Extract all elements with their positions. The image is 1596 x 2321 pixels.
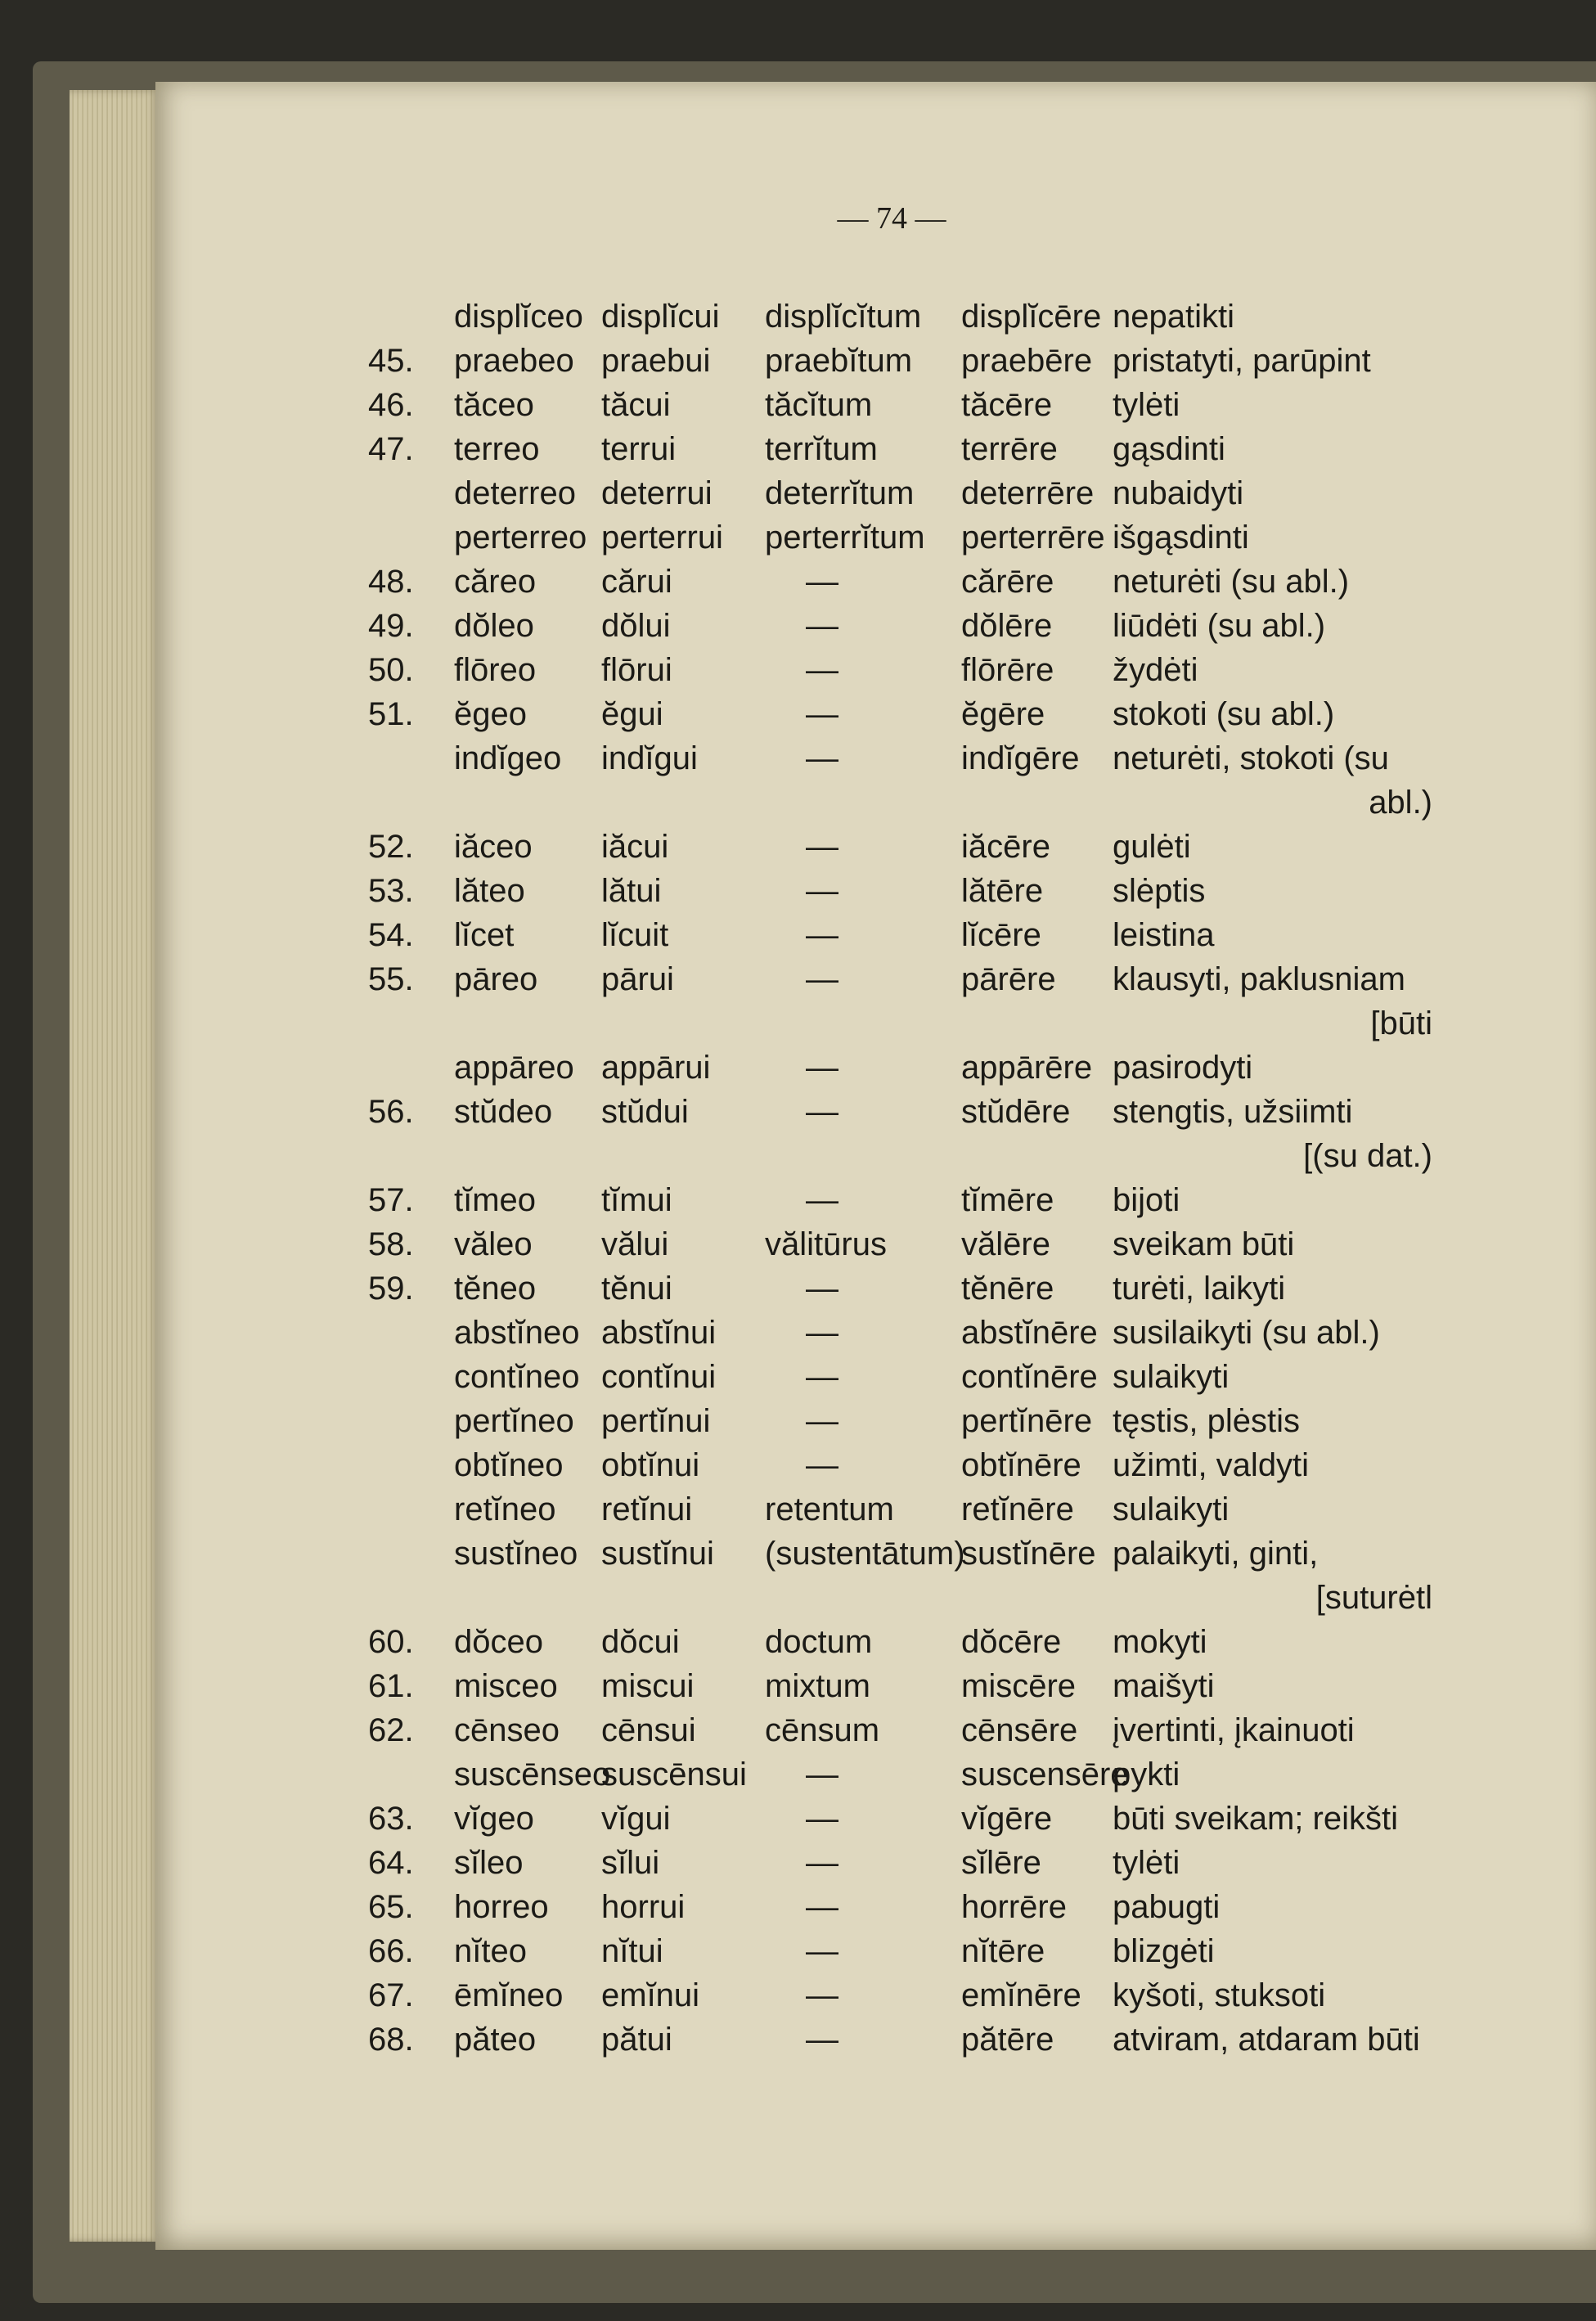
supine-form: —	[806, 740, 838, 776]
translation: slėptis	[1113, 873, 1206, 909]
perfect-form: flōrui	[601, 652, 672, 688]
verb-row	[0, 1266, 1596, 1311]
verb-row	[0, 1090, 1596, 1134]
present-form: displĭceo	[454, 299, 583, 335]
entry-number: 51.	[368, 696, 414, 732]
entry-number: 46.	[368, 387, 414, 423]
perfect-form: stŭdui	[601, 1094, 689, 1130]
verb-row	[0, 515, 1596, 560]
perfect-form: tĭmui	[601, 1182, 672, 1218]
infinitive-form: tĕnēre	[961, 1271, 1054, 1307]
verb-row	[0, 295, 1596, 339]
supine-form: —	[806, 1977, 838, 2013]
supine-form: retentum	[765, 1491, 894, 1527]
perfect-form: tăcui	[601, 387, 671, 423]
supine-form: —	[806, 608, 838, 644]
verb-row	[0, 913, 1596, 957]
entry-number: 57.	[368, 1182, 414, 1218]
entry-number: 62.	[368, 1712, 414, 1748]
present-form: suscēnseo	[454, 1756, 611, 1792]
infinitive-form: obtĭnēre	[961, 1447, 1081, 1483]
supine-form: —	[806, 1359, 838, 1395]
present-form: dŏceo	[454, 1624, 543, 1660]
present-form: păteo	[454, 2022, 537, 2058]
infinitive-form: perterrēre	[961, 520, 1105, 556]
translation: tylėti	[1113, 1845, 1180, 1881]
present-form: indĭgeo	[454, 740, 562, 776]
translation: tylėti	[1113, 387, 1180, 423]
translation: įvertinti, įkainuoti	[1113, 1712, 1355, 1748]
supine-form: tăcĭtum	[765, 387, 873, 423]
verb-row	[0, 692, 1596, 736]
supine-form: —	[806, 564, 838, 600]
infinitive-form: vĭgēre	[961, 1801, 1053, 1837]
infinitive-form: suscensēre	[961, 1756, 1129, 1792]
present-form: terreo	[454, 431, 540, 467]
perfect-form: terrui	[601, 431, 677, 467]
present-form: contĭneo	[454, 1359, 580, 1395]
translation: būti sveikam; reikšti	[1113, 1801, 1398, 1837]
present-form: abstĭneo	[454, 1315, 580, 1351]
infinitive-form: abstĭnēre	[961, 1315, 1098, 1351]
translation: stokoti (su abl.)	[1113, 696, 1335, 732]
translation: tęstis, plėstis	[1113, 1403, 1300, 1439]
infinitive-form: contĭnēre	[961, 1359, 1098, 1395]
present-form: tĕneo	[454, 1271, 537, 1307]
entry-number: 66.	[368, 1933, 414, 1969]
present-form: sustĭneo	[454, 1536, 578, 1572]
present-form: ēmĭneo	[454, 1977, 564, 2013]
translation: leistina	[1113, 917, 1215, 953]
verb-row	[0, 1046, 1596, 1090]
translation: žydėti	[1113, 652, 1198, 688]
verb-row	[0, 825, 1596, 869]
translation: sveikam būti	[1113, 1226, 1295, 1262]
perfect-form: appārui	[601, 1050, 711, 1086]
present-form: iăceo	[454, 829, 533, 865]
translation: gąsdinti	[1113, 431, 1225, 467]
translation: pasirodyti	[1113, 1050, 1253, 1086]
supine-form: mixtum	[765, 1668, 870, 1704]
verb-row	[0, 1841, 1596, 1885]
translation: sulaikyti	[1113, 1359, 1230, 1395]
infinitive-form: appārēre	[961, 1050, 1093, 1086]
perfect-form: nĭtui	[601, 1933, 663, 1969]
translation: stengtis, užsiimti	[1113, 1094, 1353, 1130]
supine-form: —	[806, 1094, 838, 1130]
perfect-form: vălui	[601, 1226, 669, 1262]
translation: nepatikti	[1113, 299, 1234, 335]
present-form: horreo	[454, 1889, 549, 1925]
perfect-form: lĭcuit	[601, 917, 669, 953]
present-form: tăceo	[454, 387, 534, 423]
translation: maišyti	[1113, 1668, 1215, 1704]
perfect-form: miscui	[601, 1668, 695, 1704]
infinitive-form: sustĭnēre	[961, 1536, 1096, 1572]
translation: neturėti, stokoti (su	[1113, 740, 1389, 776]
verb-row	[0, 1708, 1596, 1752]
entry-number: 48.	[368, 564, 414, 600]
supine-form: —	[806, 1403, 838, 1439]
translation: klausyti, paklusniam	[1113, 961, 1405, 997]
translation: gulėti	[1113, 829, 1191, 865]
perfect-form: pătui	[601, 2022, 672, 2058]
supine-form: doctum	[765, 1624, 873, 1660]
infinitive-form: tăcēre	[961, 387, 1053, 423]
verb-row	[0, 1797, 1596, 1841]
verb-row	[0, 339, 1596, 383]
present-form: retĭneo	[454, 1491, 556, 1527]
supine-form: —	[806, 1271, 838, 1307]
infinitive-form: lĭcēre	[961, 917, 1041, 953]
infinitive-form: tĭmēre	[961, 1182, 1054, 1218]
continuation-line: [būti	[1370, 1005, 1432, 1041]
translation: nubaidyti	[1113, 475, 1244, 511]
infinitive-form: horrēre	[961, 1889, 1067, 1925]
present-form: văleo	[454, 1226, 533, 1262]
verb-row	[0, 736, 1596, 780]
perfect-form: praebui	[601, 343, 711, 379]
infinitive-form: displĭcēre	[961, 299, 1102, 335]
supine-form: (sustentātum)	[765, 1536, 965, 1572]
present-form: lĭcet	[454, 917, 515, 953]
present-form: perterreo	[454, 520, 587, 556]
verb-row	[0, 1929, 1596, 1973]
verb-row	[0, 1443, 1596, 1487]
perfect-form: abstĭnui	[601, 1315, 717, 1351]
present-form: ĕgeo	[454, 696, 527, 732]
perfect-form: emĭnui	[601, 1977, 700, 2013]
infinitive-form: cēnsēre	[961, 1712, 1078, 1748]
infinitive-form: pārēre	[961, 961, 1056, 997]
supine-form: —	[806, 652, 838, 688]
entry-number: 55.	[368, 961, 414, 997]
infinitive-form: pertĭnēre	[961, 1403, 1093, 1439]
translation: turėti, laikyti	[1113, 1271, 1286, 1307]
verb-row	[0, 1532, 1596, 1576]
perfect-form: deterrui	[601, 475, 713, 511]
translation: pykti	[1113, 1756, 1180, 1792]
perfect-form: obtĭnui	[601, 1447, 700, 1483]
supine-form: —	[806, 2022, 838, 2058]
translation: mokyti	[1113, 1624, 1207, 1660]
supine-form: —	[806, 829, 838, 865]
verb-row	[0, 1620, 1596, 1664]
supine-form: —	[806, 1801, 838, 1837]
infinitive-form: flōrēre	[961, 652, 1054, 688]
present-form: lăteo	[454, 873, 525, 909]
translation: sulaikyti	[1113, 1491, 1230, 1527]
verb-row	[0, 560, 1596, 604]
supine-form: —	[806, 1182, 838, 1218]
continuation-line: abl.)	[1369, 785, 1432, 821]
translation: pabugti	[1113, 1889, 1221, 1925]
verb-row	[0, 1222, 1596, 1266]
translation: blizgėti	[1113, 1933, 1215, 1969]
perfect-form: tĕnui	[601, 1271, 672, 1307]
infinitive-form: miscēre	[961, 1668, 1077, 1704]
entry-number: 49.	[368, 608, 414, 644]
supine-form: —	[806, 961, 838, 997]
translation: išgąsdinti	[1113, 520, 1249, 556]
entry-number: 63.	[368, 1801, 414, 1837]
verb-row	[0, 1399, 1596, 1443]
present-form: dŏleo	[454, 608, 534, 644]
verb-row	[0, 1752, 1596, 1797]
translation: užimti, valdyti	[1113, 1447, 1310, 1483]
perfect-form: dŏcui	[601, 1624, 680, 1660]
present-form: stŭdeo	[454, 1094, 553, 1130]
perfect-form: sustĭnui	[601, 1536, 714, 1572]
verb-row	[0, 1885, 1596, 1929]
infinitive-form: dŏcēre	[961, 1624, 1062, 1660]
entry-number: 50.	[368, 652, 414, 688]
entry-number: 45.	[368, 343, 414, 379]
entry-number: 53.	[368, 873, 414, 909]
supine-form: —	[806, 1845, 838, 1881]
supine-form: —	[806, 1050, 838, 1086]
supine-form: —	[806, 873, 838, 909]
infinitive-form: terrēre	[961, 431, 1058, 467]
supine-form: —	[806, 1315, 838, 1351]
infinitive-form: dŏlēre	[961, 608, 1053, 644]
perfect-form: suscēnsui	[601, 1756, 747, 1792]
perfect-form: displĭcui	[601, 299, 720, 335]
entry-number: 52.	[368, 829, 414, 865]
present-form: pertĭneo	[454, 1403, 574, 1439]
infinitive-form: cărēre	[961, 564, 1054, 600]
verb-row	[0, 1355, 1596, 1399]
supine-form: —	[806, 1933, 838, 1969]
infinitive-form: nĭtēre	[961, 1933, 1045, 1969]
continuation-line: [(su dat.)	[1303, 1138, 1432, 1174]
perfect-form: sĭlui	[601, 1845, 660, 1881]
perfect-form: perterrui	[601, 520, 723, 556]
present-form: obtĭneo	[454, 1447, 564, 1483]
entry-number: 68.	[368, 2022, 414, 2058]
perfect-form: retĭnui	[601, 1491, 693, 1527]
supine-form: displĭcĭtum	[765, 299, 922, 335]
translation: liūdėti (su abl.)	[1113, 608, 1326, 644]
present-form: deterreo	[454, 475, 576, 511]
translation: atviram, atdaram būti	[1113, 2022, 1420, 2058]
perfect-form: vĭgui	[601, 1801, 671, 1837]
infinitive-form: retĭnēre	[961, 1491, 1074, 1527]
entry-number: 54.	[368, 917, 414, 953]
verb-row	[0, 471, 1596, 515]
infinitive-form: vălēre	[961, 1226, 1050, 1262]
infinitive-form: praebēre	[961, 343, 1093, 379]
perfect-form: dŏlui	[601, 608, 671, 644]
infinitive-form: emĭnēre	[961, 1977, 1081, 2013]
present-form: praebeo	[454, 343, 574, 379]
translation: kyšoti, stuksoti	[1113, 1977, 1326, 2013]
present-form: tĭmeo	[454, 1182, 537, 1218]
supine-form: deterrĭtum	[765, 475, 915, 511]
perfect-form: contĭnui	[601, 1359, 717, 1395]
perfect-form: ĕgui	[601, 696, 663, 732]
verb-row	[0, 1311, 1596, 1355]
translation: susilaikyti (su abl.)	[1113, 1315, 1380, 1351]
perfect-form: horrui	[601, 1889, 686, 1925]
supine-form: —	[806, 696, 838, 732]
perfect-form: cēnsui	[601, 1712, 696, 1748]
entry-number: 59.	[368, 1271, 414, 1307]
present-form: sĭleo	[454, 1845, 524, 1881]
verb-row	[0, 869, 1596, 913]
infinitive-form: deterrēre	[961, 475, 1095, 511]
infinitive-form: indĭgēre	[961, 740, 1080, 776]
infinitive-form: sĭlēre	[961, 1845, 1041, 1881]
verb-row	[0, 383, 1596, 427]
verb-row	[0, 648, 1596, 692]
translation: bijoti	[1113, 1182, 1180, 1218]
supine-form: vălitūrus	[765, 1226, 887, 1262]
entry-number: 61.	[368, 1668, 414, 1704]
entry-number: 47.	[368, 431, 414, 467]
present-form: flōreo	[454, 652, 537, 688]
page-number: — 74 —	[837, 201, 946, 236]
infinitive-form: lătēre	[961, 873, 1044, 909]
supine-form: —	[806, 1756, 838, 1792]
infinitive-form: iăcēre	[961, 829, 1050, 865]
present-form: cēnseo	[454, 1712, 560, 1748]
perfect-form: pertĭnui	[601, 1403, 711, 1439]
supine-form: —	[806, 917, 838, 953]
present-form: vĭgeo	[454, 1801, 534, 1837]
entry-number: 56.	[368, 1094, 414, 1130]
verb-row	[0, 1487, 1596, 1532]
supine-form: praebĭtum	[765, 343, 913, 379]
perfect-form: lătui	[601, 873, 662, 909]
supine-form: cēnsum	[765, 1712, 880, 1748]
verb-row	[0, 1664, 1596, 1708]
continuation-line: [suturėtl	[1315, 1580, 1432, 1616]
entry-number: 64.	[368, 1845, 414, 1881]
perfect-form: iăcui	[601, 829, 669, 865]
present-form: misceo	[454, 1668, 558, 1704]
infinitive-form: ĕgēre	[961, 696, 1045, 732]
entry-number: 60.	[368, 1624, 414, 1660]
supine-form: terrĭtum	[765, 431, 878, 467]
supine-form: —	[806, 1889, 838, 1925]
translation: pristatyti, parūpint	[1113, 343, 1371, 379]
verb-row	[0, 1178, 1596, 1222]
verb-row	[0, 604, 1596, 648]
verb-row	[0, 957, 1596, 1001]
supine-form: —	[806, 1447, 838, 1483]
translation: neturėti (su abl.)	[1113, 564, 1350, 600]
perfect-form: pārui	[601, 961, 674, 997]
entry-number: 65.	[368, 1889, 414, 1925]
verb-row	[0, 2017, 1596, 2062]
translation: palaikyti, ginti,	[1113, 1536, 1319, 1572]
present-form: căreo	[454, 564, 537, 600]
present-form: nĭteo	[454, 1933, 527, 1969]
present-form: pāreo	[454, 961, 538, 997]
supine-form: perterrĭtum	[765, 520, 925, 556]
entry-number: 58.	[368, 1226, 414, 1262]
present-form: appāreo	[454, 1050, 574, 1086]
verb-row	[0, 1973, 1596, 2017]
perfect-form: indĭgui	[601, 740, 698, 776]
infinitive-form: pătēre	[961, 2022, 1054, 2058]
verb-row	[0, 427, 1596, 471]
perfect-form: cărui	[601, 564, 672, 600]
infinitive-form: stŭdēre	[961, 1094, 1071, 1130]
entry-number: 67.	[368, 1977, 414, 2013]
